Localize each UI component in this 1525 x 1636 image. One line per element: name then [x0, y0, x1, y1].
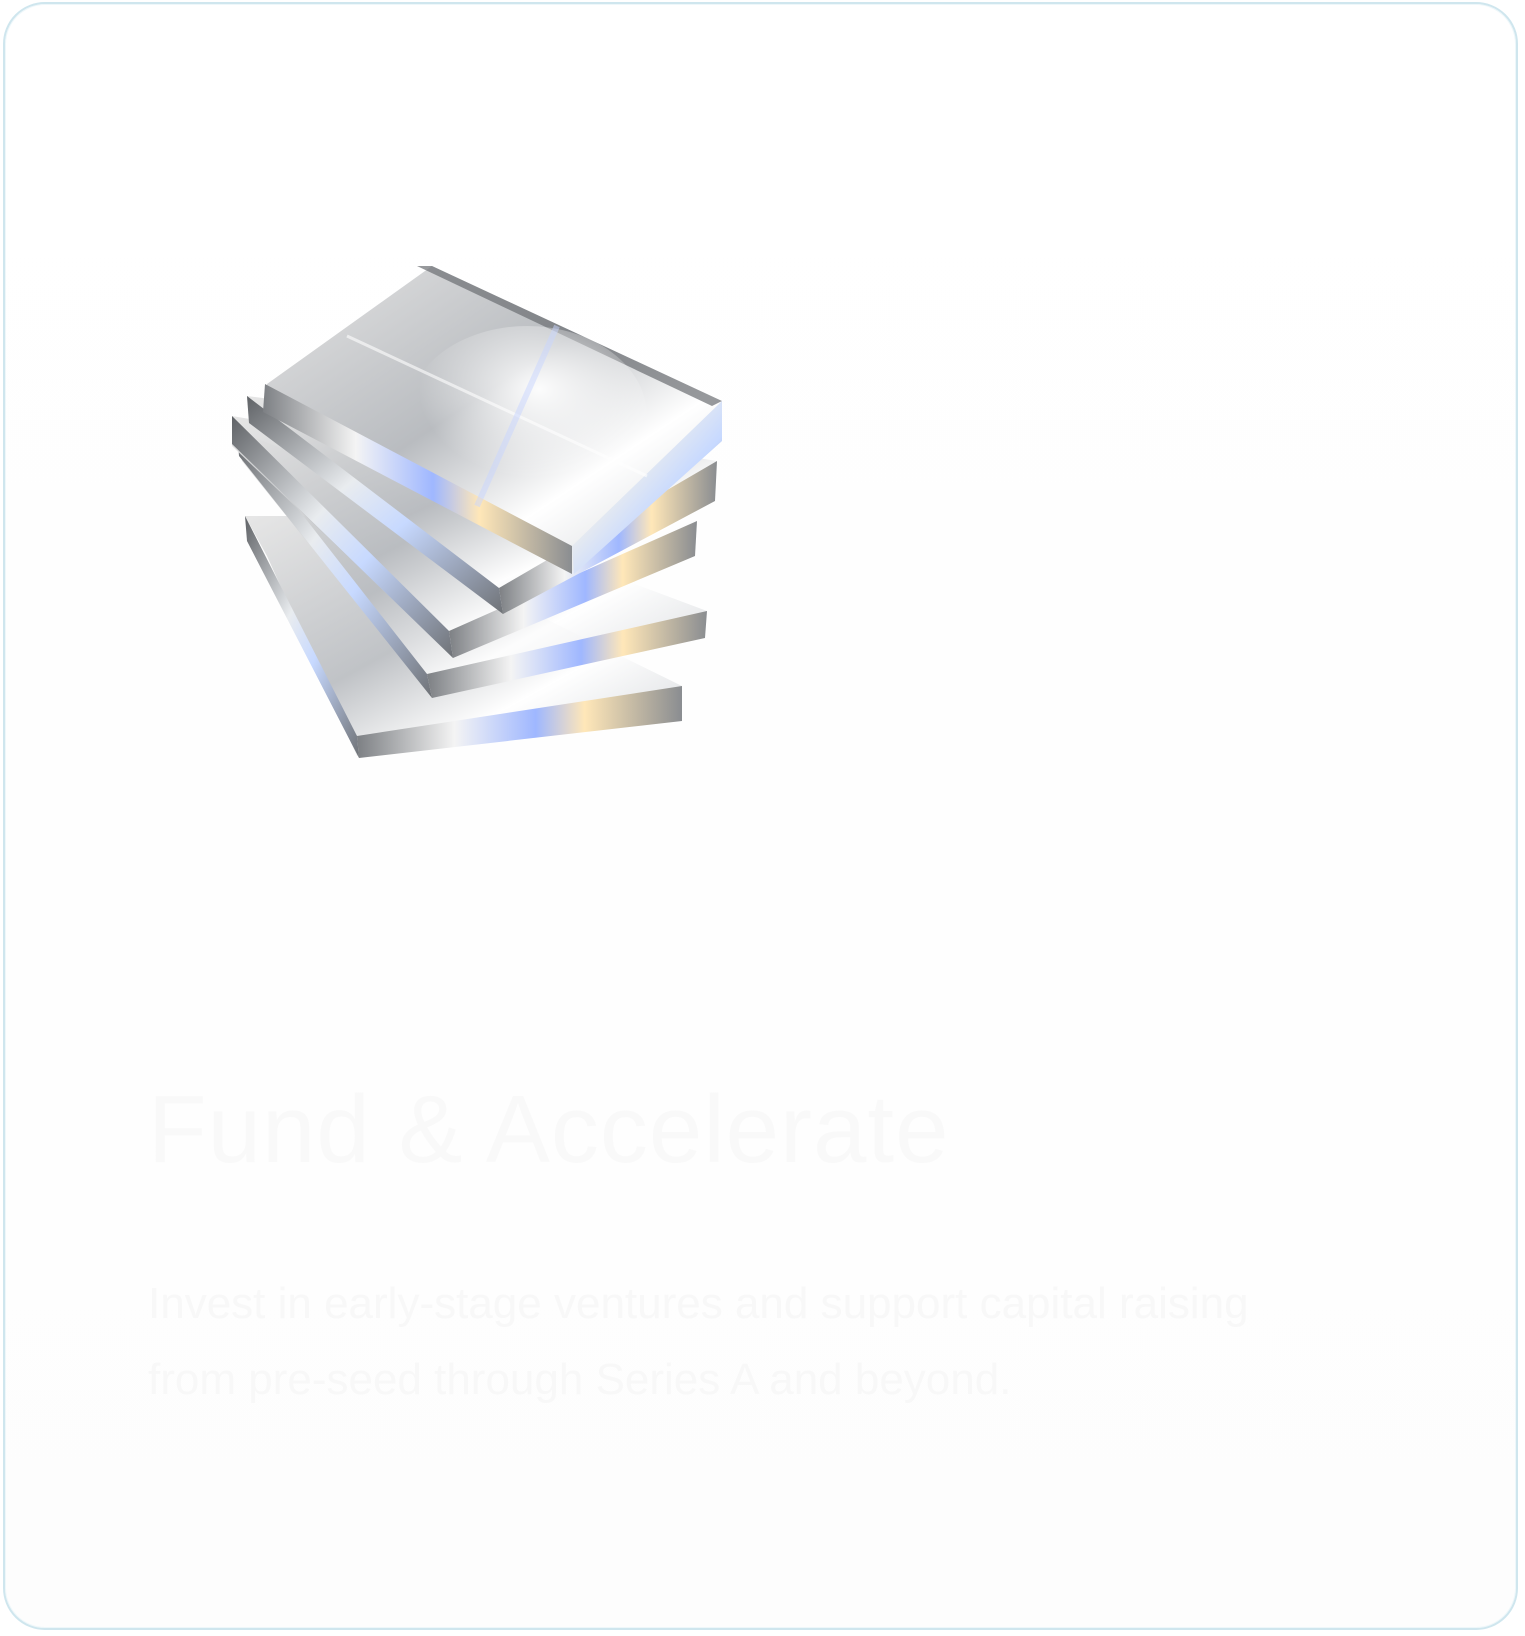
glass-slabs-illustration [227, 266, 747, 796]
card-title: Fund & Accelerate [148, 1076, 950, 1183]
card-description: Invest in early-stage ventures and support capital raising from pre-seed through Series A and beyond. [148, 1279, 1249, 1404]
feature-card [3, 2, 1518, 1630]
